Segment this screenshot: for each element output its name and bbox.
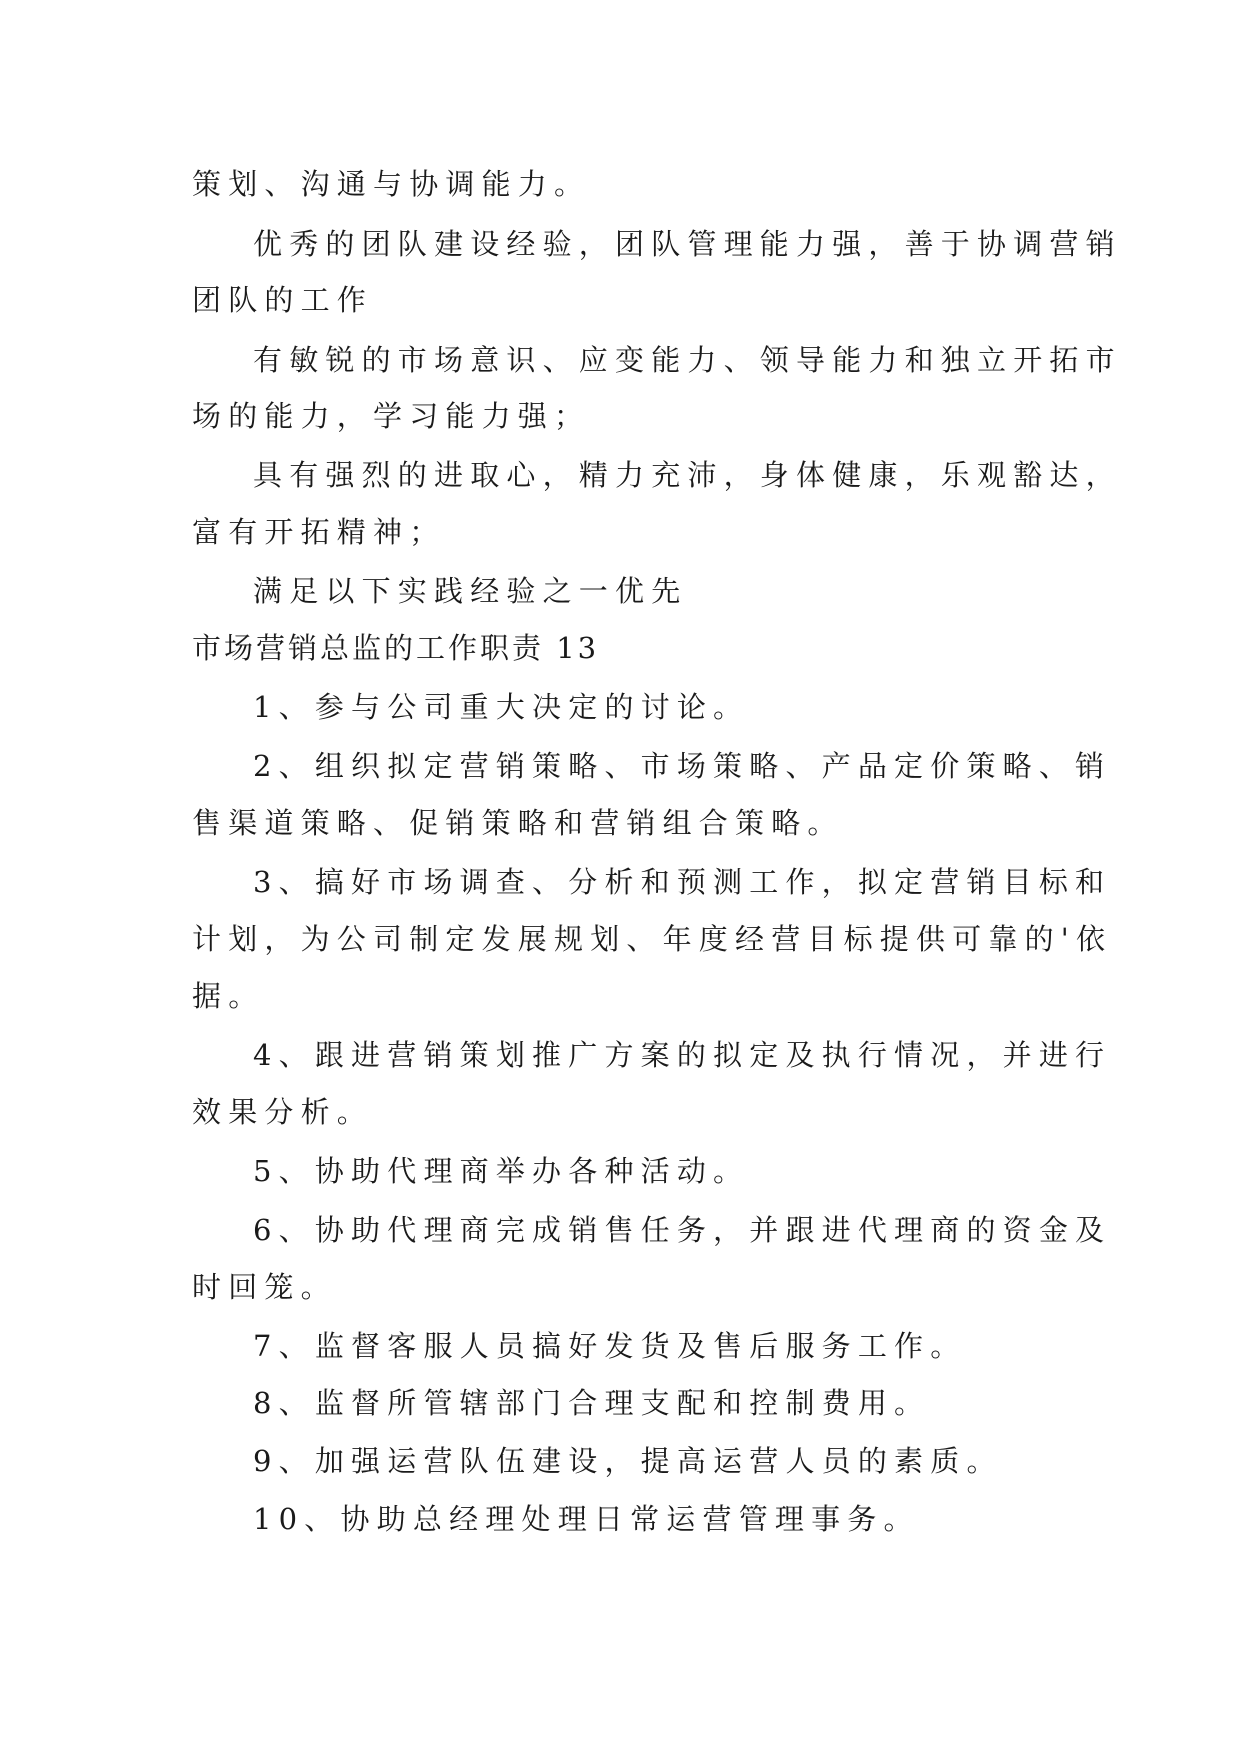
list-item-continuation: 售渠道策略、促销策略和营销组合策略。 xyxy=(192,806,844,840)
text-line: 有敏锐的市场意识、应变能力、领导能力和独立开拓市 xyxy=(253,343,1122,377)
list-item: 4、跟进营销策划推广方案的拟定及执行情况，并进行 xyxy=(253,1038,1112,1072)
list-item: 6、协助代理商完成销售任务，并跟进代理商的资金及 xyxy=(253,1213,1112,1247)
list-item-continuation: 据。 xyxy=(192,979,265,1013)
text-line: 优秀的团队建设经验，团队管理能力强，善于协调营销 xyxy=(253,227,1122,261)
list-item: 2、组织拟定营销策略、市场策略、产品定价策略、销 xyxy=(253,749,1112,783)
text-line: 满足以下实践经验之一优先 xyxy=(253,574,688,608)
text-line: 场的能力，学习能力强； xyxy=(192,399,591,433)
list-item: 3、搞好市场调查、分析和预测工作，拟定营销目标和 xyxy=(253,865,1112,899)
list-item-continuation: 计划，为公司制定发展规划、年度经营目标提供可靠的'依 xyxy=(192,922,1113,956)
text-line: 具有强烈的进取心，精力充沛，身体健康，乐观豁达， xyxy=(253,458,1122,492)
text-line: 策划、沟通与协调能力。 xyxy=(192,167,591,201)
list-item-continuation: 时回笼。 xyxy=(192,1270,337,1304)
list-item: 1、参与公司重大决定的讨论。 xyxy=(253,690,750,724)
list-item: 10、协助总经理处理日常运营管理事务。 xyxy=(253,1502,920,1536)
list-item: 5、协助代理商举办各种活动。 xyxy=(253,1154,750,1188)
section-heading: 市场营销总监的工作职责 13 xyxy=(192,631,600,665)
text-line: 富有开拓精神； xyxy=(192,515,446,549)
list-item: 9、加强运营队伍建设，提高运营人员的素质。 xyxy=(253,1444,1003,1478)
list-item: 7、监督客服人员搞好发货及售后服务工作。 xyxy=(253,1329,967,1363)
list-item: 8、监督所管辖部门合理支配和控制费用。 xyxy=(253,1386,931,1420)
list-item-continuation: 效果分析。 xyxy=(192,1095,374,1129)
text-line: 团队的工作 xyxy=(192,283,374,317)
